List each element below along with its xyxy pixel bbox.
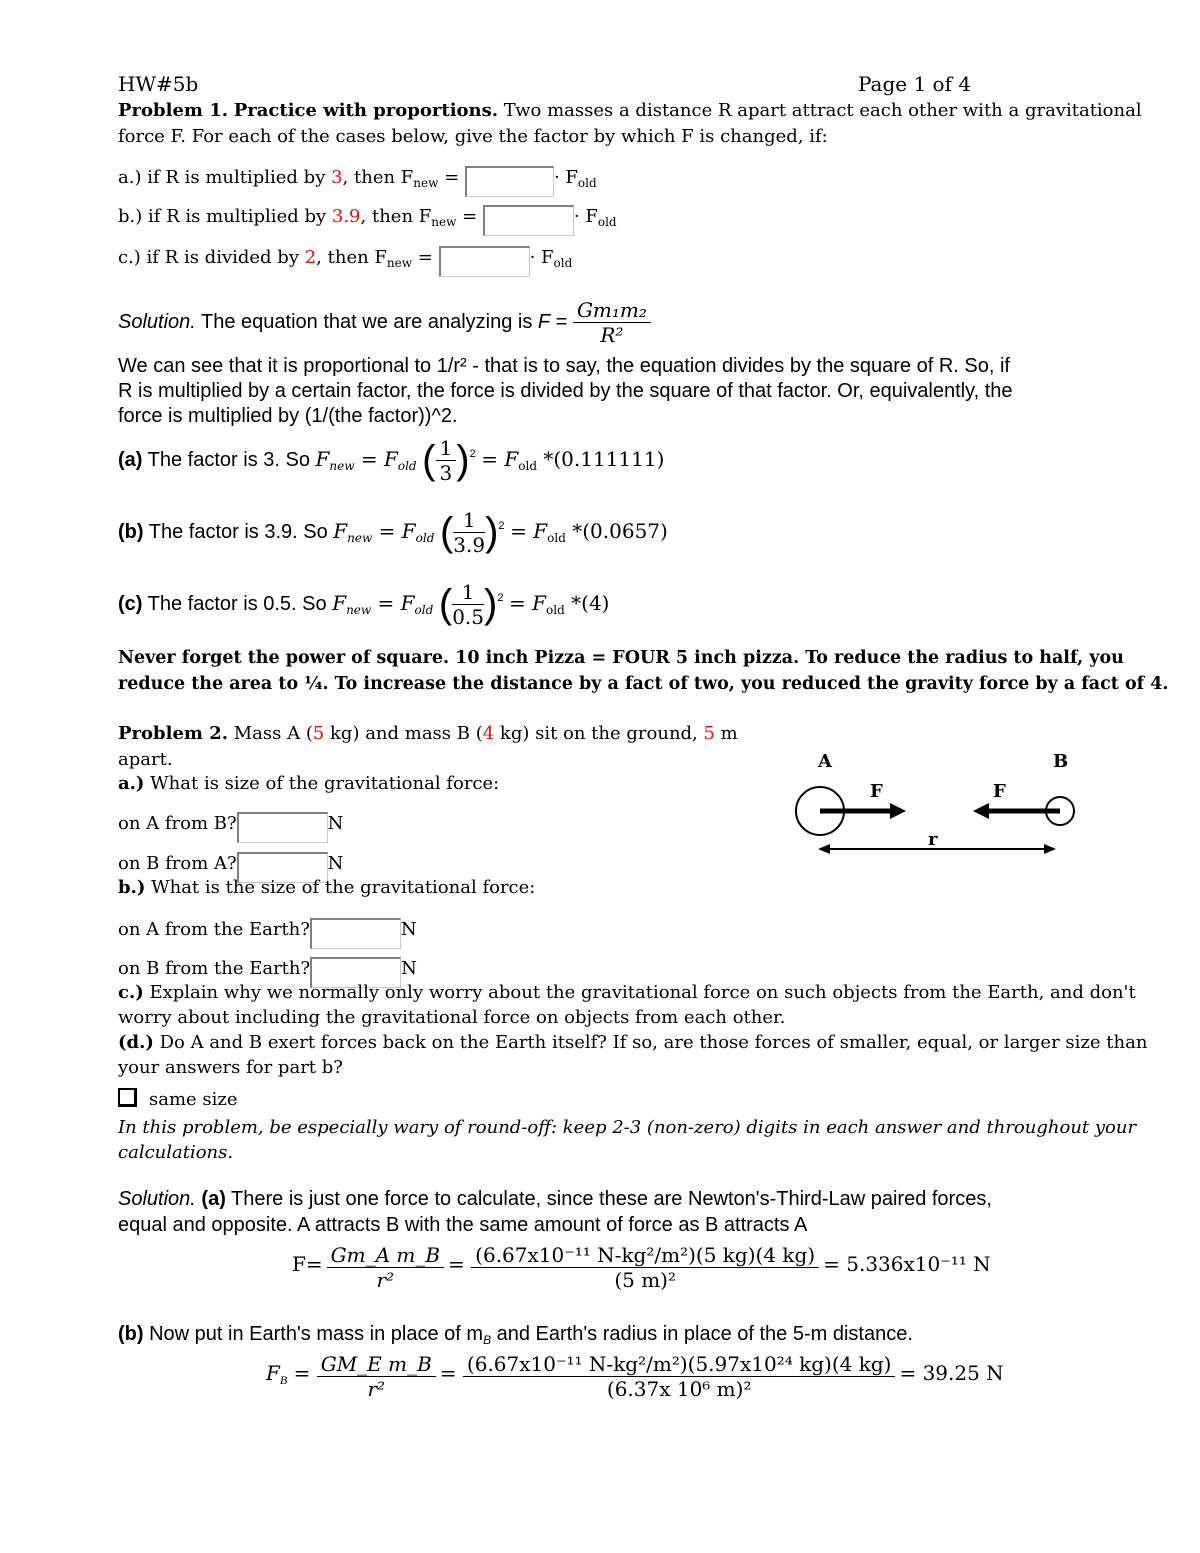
diagram-label-a: A — [818, 751, 832, 772]
mass-a-value: 5 — [312, 723, 325, 744]
eq1-num: Gm_A m_B — [327, 1243, 444, 1268]
eq2-frac — [317, 1352, 436, 1401]
unit: N — [327, 813, 344, 834]
problem1-intro — [118, 100, 1142, 121]
problem2-part-b — [118, 877, 535, 898]
distance-value: 5 — [703, 723, 715, 744]
force-arrowhead-b — [973, 803, 989, 819]
eq1-rden: (5 m)² — [614, 1268, 676, 1292]
new-sub: new — [413, 176, 439, 190]
p2-intro1: Mass A ( — [228, 723, 313, 744]
force-diagram — [780, 745, 1090, 865]
dot-f: · F — [573, 206, 598, 227]
part-a-suffix: , then F — [342, 167, 414, 188]
p2d-label: (d.) — [118, 1032, 154, 1053]
case-c-fraction — [452, 580, 484, 629]
solution1-lead: The equation that we are analyzing is — [195, 311, 538, 333]
pizza-note-2: reduce the area to ¼. To increase the distance by a fact of two, you reduced the gravity force by a fact of 4. — [118, 674, 1169, 694]
part-b-prefix: b.) if R is multiplied by — [118, 206, 332, 227]
eq2-rnum: (6.67x10⁻¹¹ N-kg²/m²)(5.97x10²⁴ kg)(4 kg) — [463, 1352, 896, 1377]
problem2-part-d — [118, 1032, 1147, 1053]
solution1-F: F — [537, 311, 551, 333]
case-b: (b) The factor is 3.9. So $F_{new} = F_{old}$ ( $\frac{1}{3.9}$ )$^2 = F_{old}$ *(0.0657) — [118, 508, 668, 557]
solution2-a-line2: equal and opposite. A attracts B with the same amount of force as B attracts A — [118, 1214, 808, 1236]
eq1-rfrac — [471, 1243, 819, 1292]
p2a-text: What is size of the gravitational force: — [144, 773, 500, 794]
problem2-intro — [118, 723, 738, 744]
eq2-rden: (6.37x 10⁶ m)² — [606, 1377, 752, 1401]
solution1-line3: force is multiplied by (1/(the factor))^2. — [118, 405, 458, 427]
problem1-part-c — [118, 246, 572, 277]
solution2-a-label: (a) — [201, 1188, 226, 1210]
problem1-intro-line2: force F. For each of the cases below, give the factor by which F is changed, if: — [118, 126, 828, 147]
pizza-note-1: Never forget the power of square. 10 inch Pizza = FOUR 5 inch pizza. To reduce the radius to half, you — [118, 648, 1124, 668]
problem1-intro-a: Two masses a distance R apart attract each other with a gravitational — [503, 100, 1142, 121]
answer-input-a-from-b[interactable] — [237, 812, 328, 843]
problem2-title: Problem 2. — [118, 723, 229, 744]
old-sub: old — [553, 256, 573, 270]
part-a-prefix: a.) if R is multiplied by — [118, 167, 332, 188]
distance-arrowhead-right — [1044, 844, 1056, 854]
diagram-force-label-a: F — [870, 781, 883, 802]
solution2-label: Solution. — [118, 1188, 196, 1210]
equals: = — [456, 206, 478, 227]
case-a-text: The factor is 3. So — [142, 448, 316, 471]
formula-den: R² — [600, 323, 624, 347]
part-b-value: 3.9 — [331, 206, 361, 227]
case-c-result: (4) — [581, 590, 610, 615]
solution2-b-text2: and Earth's radius in place of the 5-m distance. — [491, 1323, 913, 1345]
part-b-suffix: , then F — [360, 206, 432, 227]
distance-arrowhead-left — [818, 844, 830, 854]
problem2-intro-line2: apart. — [118, 749, 173, 770]
eq2-result: = 39.25 N — [899, 1361, 1004, 1386]
case-a-label: (a) — [118, 448, 143, 471]
part-a-value: 3 — [331, 167, 343, 188]
p2a2-label: on B from A? — [118, 853, 237, 874]
case-c-label: (c) — [118, 592, 143, 615]
eq1-lhs: F= — [292, 1252, 323, 1277]
diagram-r-label: r — [928, 829, 938, 850]
answer-input-a[interactable] — [465, 166, 554, 197]
problem2-part-c — [118, 982, 1136, 1003]
answer-input-a-from-earth[interactable] — [310, 918, 401, 949]
new-sub: new — [386, 256, 413, 270]
p2-intro4: m — [714, 723, 738, 744]
diagram-force-label-b: F — [993, 781, 1006, 802]
eq2-rfrac — [463, 1352, 896, 1401]
eq1-result: = 5.336x10⁻¹¹ N — [823, 1252, 991, 1277]
unit: N — [400, 919, 417, 940]
equation-1: F= $\frac{\text{Gm\_A m\_B}}{\text{r²}}$ = $\frac{\text{(6.67x10⁻¹¹ N-kg²/m²)(5 kg)(4 kg)}}{\text{(5 m)²}}$ = 5.336x10⁻¹¹ N — [292, 1243, 991, 1292]
problem2-part-a — [118, 773, 499, 794]
case-a-result: (0.111111) — [553, 446, 665, 471]
square: 2 — [497, 591, 504, 604]
part-c-value: 2 — [304, 247, 317, 268]
gravity-formula — [573, 298, 651, 347]
solution1-equation-line — [118, 298, 651, 347]
eq1-frac — [327, 1243, 444, 1292]
p2-intro3: kg) sit on the ground, — [494, 723, 704, 744]
p2d-text1: Do A and B exert forces back on the Earth itself? If so, are those forces of smaller, equal, or larger size than — [153, 1032, 1148, 1053]
unit: N — [401, 958, 417, 979]
answer-input-c[interactable] — [439, 246, 530, 277]
solution2-b-text: Now put in Earth's mass in place of m — [143, 1323, 484, 1345]
one: 1 — [436, 436, 457, 461]
p2b-label: b.) — [118, 877, 146, 898]
eq2-num: GM_E m_B — [317, 1352, 436, 1377]
force-arrowhead-a — [890, 803, 906, 819]
case-a-den: 3 — [439, 461, 453, 485]
p2d-text2: your answers for part b? — [118, 1057, 343, 1078]
p2b-row1 — [118, 918, 417, 949]
same-size-option[interactable] — [118, 1088, 238, 1110]
roundoff-warning-2: calculations. — [118, 1142, 234, 1163]
problem1-part-b — [118, 205, 617, 236]
solution2-b-label: (b) — [118, 1323, 144, 1345]
p2c-label: c.) — [118, 982, 144, 1003]
one: 1 — [453, 508, 485, 533]
old-sub: old — [577, 176, 597, 190]
roundoff-warning-1: In this problem, be especially wary of round-off: keep 2-3 (non-zero) digits in each answer and throughout your — [118, 1117, 1137, 1138]
case-c: (c) The factor is 0.5. So $F_{new} = F_{old}$ ( $\frac{1}{0.5}$ )$^2 = F_{old}$ *(4) — [118, 580, 610, 629]
solution2-a-text1: There is just one force to calculate, since these are Newton's-Third-Law paired forces, — [225, 1188, 992, 1210]
eq1-rnum: (6.67x10⁻¹¹ N-kg²/m²)(5 kg)(4 kg) — [471, 1243, 819, 1268]
p2b2-label: on B from the Earth? — [118, 958, 311, 979]
problem1-part-a — [118, 166, 597, 197]
solution1-line2: R is multiplied by a certain factor, the force is divided by the square of that factor. Or, equivalently, the — [118, 380, 1013, 402]
answer-input-b[interactable] — [483, 205, 574, 236]
p2a-label: a.) — [118, 773, 145, 794]
mass-b-value: 4 — [482, 723, 495, 744]
part-c-suffix: , then F — [316, 247, 387, 268]
p2a-row1 — [118, 812, 343, 843]
checkbox-icon[interactable] — [118, 1088, 137, 1107]
equals: = — [438, 167, 460, 188]
one: 1 — [452, 580, 484, 605]
equals: = — [412, 247, 433, 268]
dot-f: · F — [553, 167, 578, 188]
case-a-fraction — [436, 436, 457, 485]
case-b-den: 3.9 — [453, 533, 486, 557]
formula-num: Gm₁m₂ — [573, 298, 651, 323]
unit: N — [327, 853, 344, 874]
square: 2 — [469, 447, 476, 460]
case-c-den: 0.5 — [452, 605, 484, 629]
same-size-label: same size — [149, 1089, 238, 1110]
dot-f: · F — [529, 247, 554, 268]
new-sub: new — [431, 215, 457, 229]
case-b-fraction — [453, 508, 485, 557]
problem1-subtitle: Practice with proportions. — [233, 100, 499, 121]
p2c-text2: worry about including the gravitational force on objects from each other. — [118, 1007, 786, 1028]
doc-header-page: Page 1 of 4 — [858, 72, 972, 96]
p2-intro2: kg) and mass B ( — [324, 723, 483, 744]
case-a: (a) The factor is 3. So $F_{new} = F_{old}$ ( $\frac{1}{3}$ )$^2 = F_{old}$ *(0.111111) — [118, 436, 665, 485]
solution1-eq: = — [550, 311, 573, 333]
solution1-label: Solution. — [118, 311, 196, 333]
square: 2 — [498, 519, 505, 532]
case-b-result: (0.0657) — [582, 518, 668, 543]
part-c-prefix: c.) if R is divided by — [118, 247, 305, 268]
p2b-text: What is the size of the gravitational force: — [145, 877, 536, 898]
case-b-text: The factor is 3.9. So — [143, 520, 334, 543]
solution1-line1: We can see that it is proportional to 1/r² - that is to say, the equation divides by the square of R. So, if — [118, 355, 1010, 377]
eq2-lhs: F — [266, 1361, 280, 1386]
old-sub: old — [597, 215, 617, 229]
solution2-a-line1 — [118, 1188, 992, 1211]
doc-header-left: HW#5b — [118, 72, 199, 96]
case-c-text: The factor is 0.5. So — [142, 592, 333, 615]
eq1-den: r² — [376, 1268, 395, 1292]
solution2-b-line: (b) Now put in Earth's mass in place of $m_B$ and Earth's radius in place of the 5-m distance. — [118, 1323, 913, 1347]
p2c-text1: Explain why we normally only worry about the gravitational force on such objects from the Earth, and don't — [143, 982, 1136, 1003]
case-b-label: (b) — [118, 520, 144, 543]
equation-2: $F_B$ = $\frac{\text{GM\_E m\_B}}{\text{r²}}$ = $\frac{\text{(6.67x10⁻¹¹ N-kg²/m²)(5.97x10²⁴ kg)(4 kg)}}{\text{(6.37x 10⁶ m)²}}$ = 39.25 N — [266, 1352, 1004, 1401]
p2b1-label: on A from the Earth? — [118, 919, 310, 940]
problem1-title: Problem 1. — [118, 100, 229, 121]
eq2-den: r² — [367, 1377, 386, 1401]
diagram-label-b: B — [1053, 751, 1069, 772]
p2a1-label: on A from B? — [118, 813, 237, 834]
